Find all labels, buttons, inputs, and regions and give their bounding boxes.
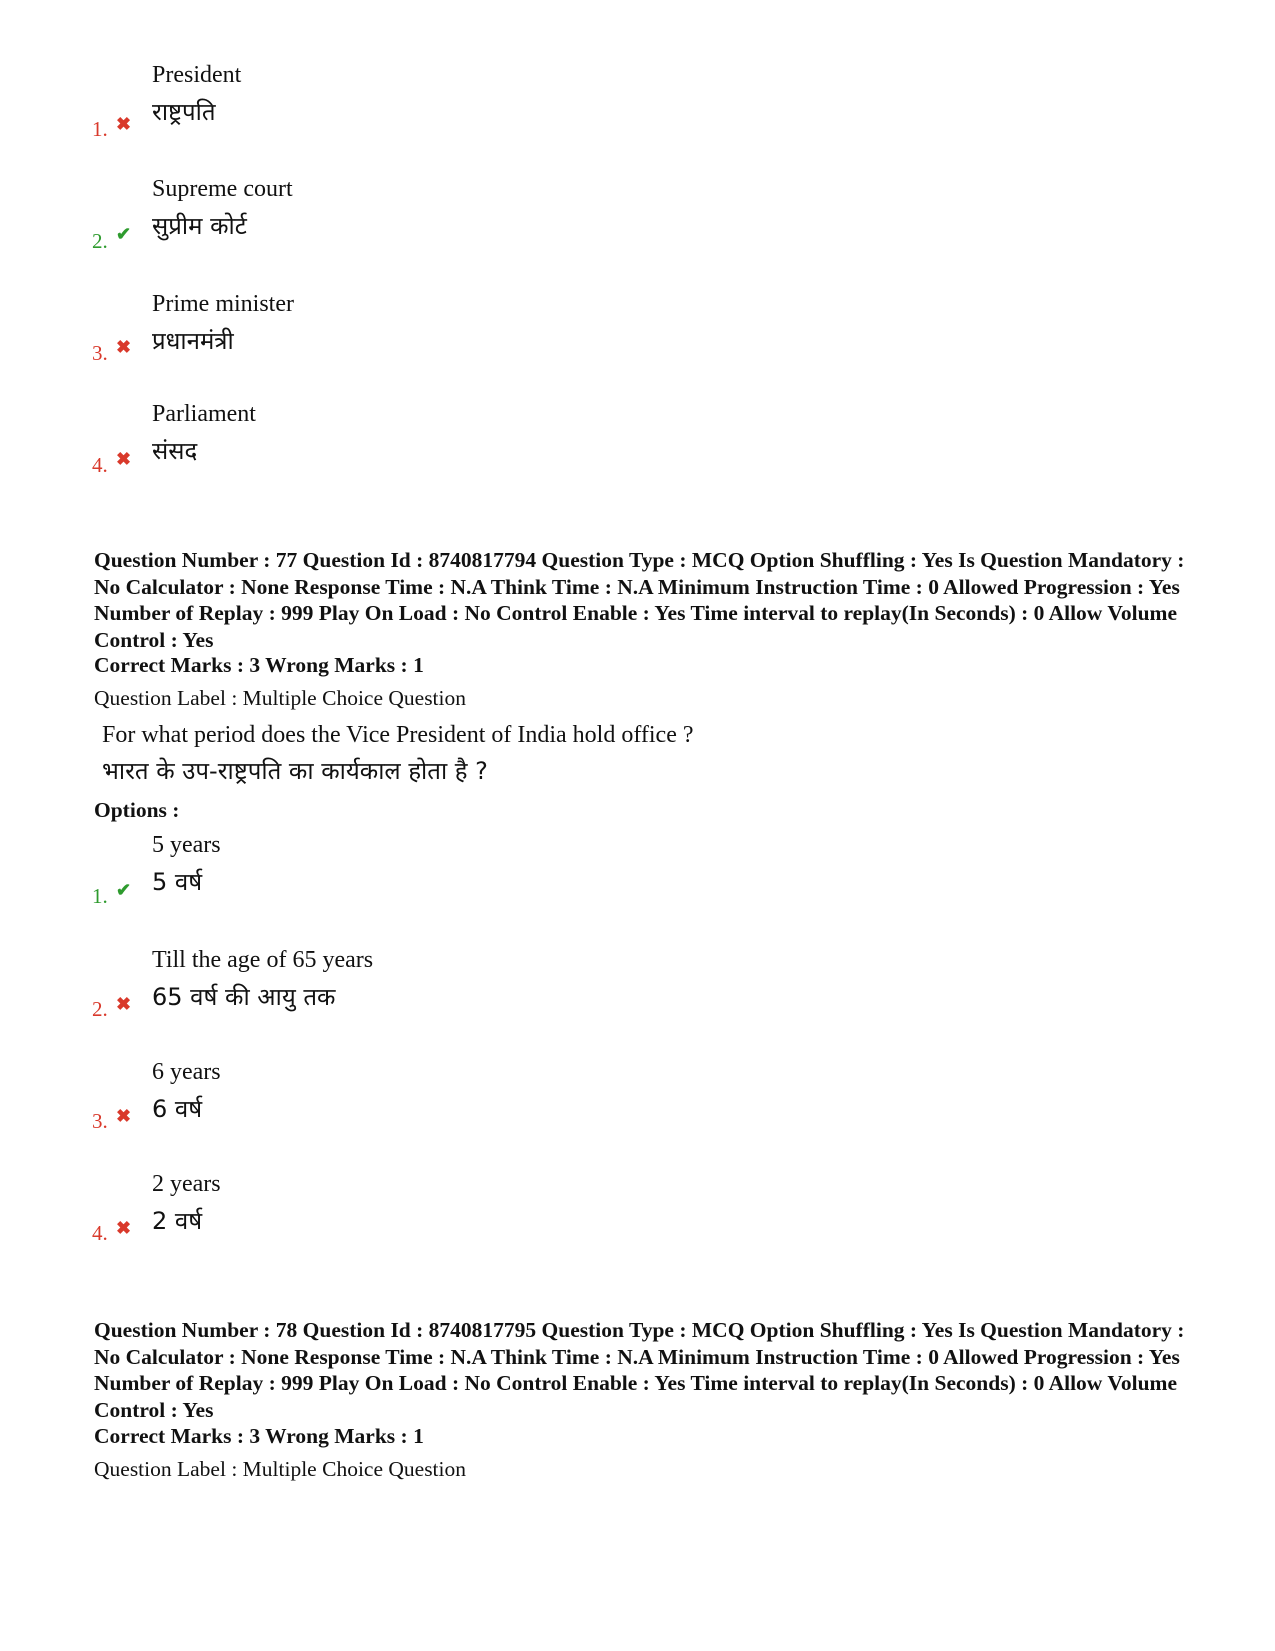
option-text-en: Till the age of 65 years — [152, 947, 374, 973]
check-icon: ✔ — [116, 880, 132, 900]
option-item — [92, 401, 792, 511]
cross-icon: ✖ — [116, 1106, 132, 1126]
option-text-en: Prime minister — [152, 291, 294, 317]
option-text-hi: सुप्रीम कोर्ट — [152, 212, 247, 240]
question-label: Question Label : Multiple Choice Question — [94, 686, 467, 710]
option-text-en: 5 years — [152, 832, 221, 858]
question-text-en: For what period does the Vice President of India hold office ? — [102, 722, 694, 748]
option-number: 1. — [92, 884, 108, 908]
option-text-en: 2 years — [152, 1171, 221, 1197]
option-text-hi: 6 वर्ष — [152, 1095, 203, 1123]
option-item — [92, 1171, 792, 1281]
option-text-hi: प्रधानमंत्री — [152, 327, 234, 355]
question-label: Question Label : Multiple Choice Question — [94, 1457, 467, 1481]
cross-icon: ✖ — [116, 337, 132, 357]
options-title: Options : — [94, 798, 180, 822]
option-item — [92, 1059, 792, 1169]
option-item — [92, 62, 792, 172]
option-text-hi: संसद — [152, 437, 198, 465]
option-number: 2. — [92, 229, 108, 253]
option-number: 1. — [92, 117, 108, 141]
option-number: 2. — [92, 997, 108, 1021]
question-text-hi: भारत के उप-राष्ट्रपति का कार्यकाल होता है ? — [102, 757, 488, 785]
option-item — [92, 291, 792, 401]
cross-icon: ✖ — [116, 449, 132, 469]
option-text-hi: राष्ट्रपति — [152, 98, 216, 126]
check-icon: ✔ — [116, 224, 132, 244]
option-item — [92, 832, 792, 942]
option-number: 3. — [92, 341, 108, 365]
cross-icon: ✖ — [116, 114, 132, 134]
cross-icon: ✖ — [116, 1218, 132, 1238]
question-marks: Correct Marks : 3 Wrong Marks : 1 — [94, 653, 424, 677]
question-meta: Question Number : 77 Question Id : 8740817794 Question Type : MCQ Option Shuffling : Yes Is Question Mandatory : No Calculator : None Response Time : N.A Think Time : N.A Minimum Instruction Time : 0 Allowed Progression : Yes Number of Replay : 999 Play On Load : No Control Enable : Yes Time interval to replay(In Seconds) : 0 Allow Volume Control : Yes — [94, 548, 1185, 652]
option-text-en: Supreme court — [152, 176, 293, 202]
option-text-en: Parliament — [152, 401, 256, 427]
option-text-hi: 2 वर्ष — [152, 1207, 203, 1235]
cross-icon: ✖ — [116, 994, 132, 1014]
option-item — [92, 176, 792, 286]
option-number: 3. — [92, 1109, 108, 1133]
option-item — [92, 947, 792, 1057]
option-number: 4. — [92, 453, 108, 477]
question-marks: Correct Marks : 3 Wrong Marks : 1 — [94, 1424, 424, 1448]
option-text-en: 6 years — [152, 1059, 221, 1085]
question-meta: Question Number : 78 Question Id : 8740817795 Question Type : MCQ Option Shuffling : Yes Is Question Mandatory : No Calculator : None Response Time : N.A Think Time : N.A Minimum Instruction Time : 0 Allowed Progression : Yes Number of Replay : 999 Play On Load : No Control Enable : Yes Time interval to replay(In Seconds) : 0 Allow Volume Control : Yes — [94, 1318, 1185, 1422]
option-text-hi: 5 वर्ष — [152, 868, 203, 896]
option-number: 4. — [92, 1221, 108, 1245]
option-text-en: President — [152, 62, 242, 88]
option-text-hi: 65 वर्ष की आयु तक — [152, 983, 336, 1011]
